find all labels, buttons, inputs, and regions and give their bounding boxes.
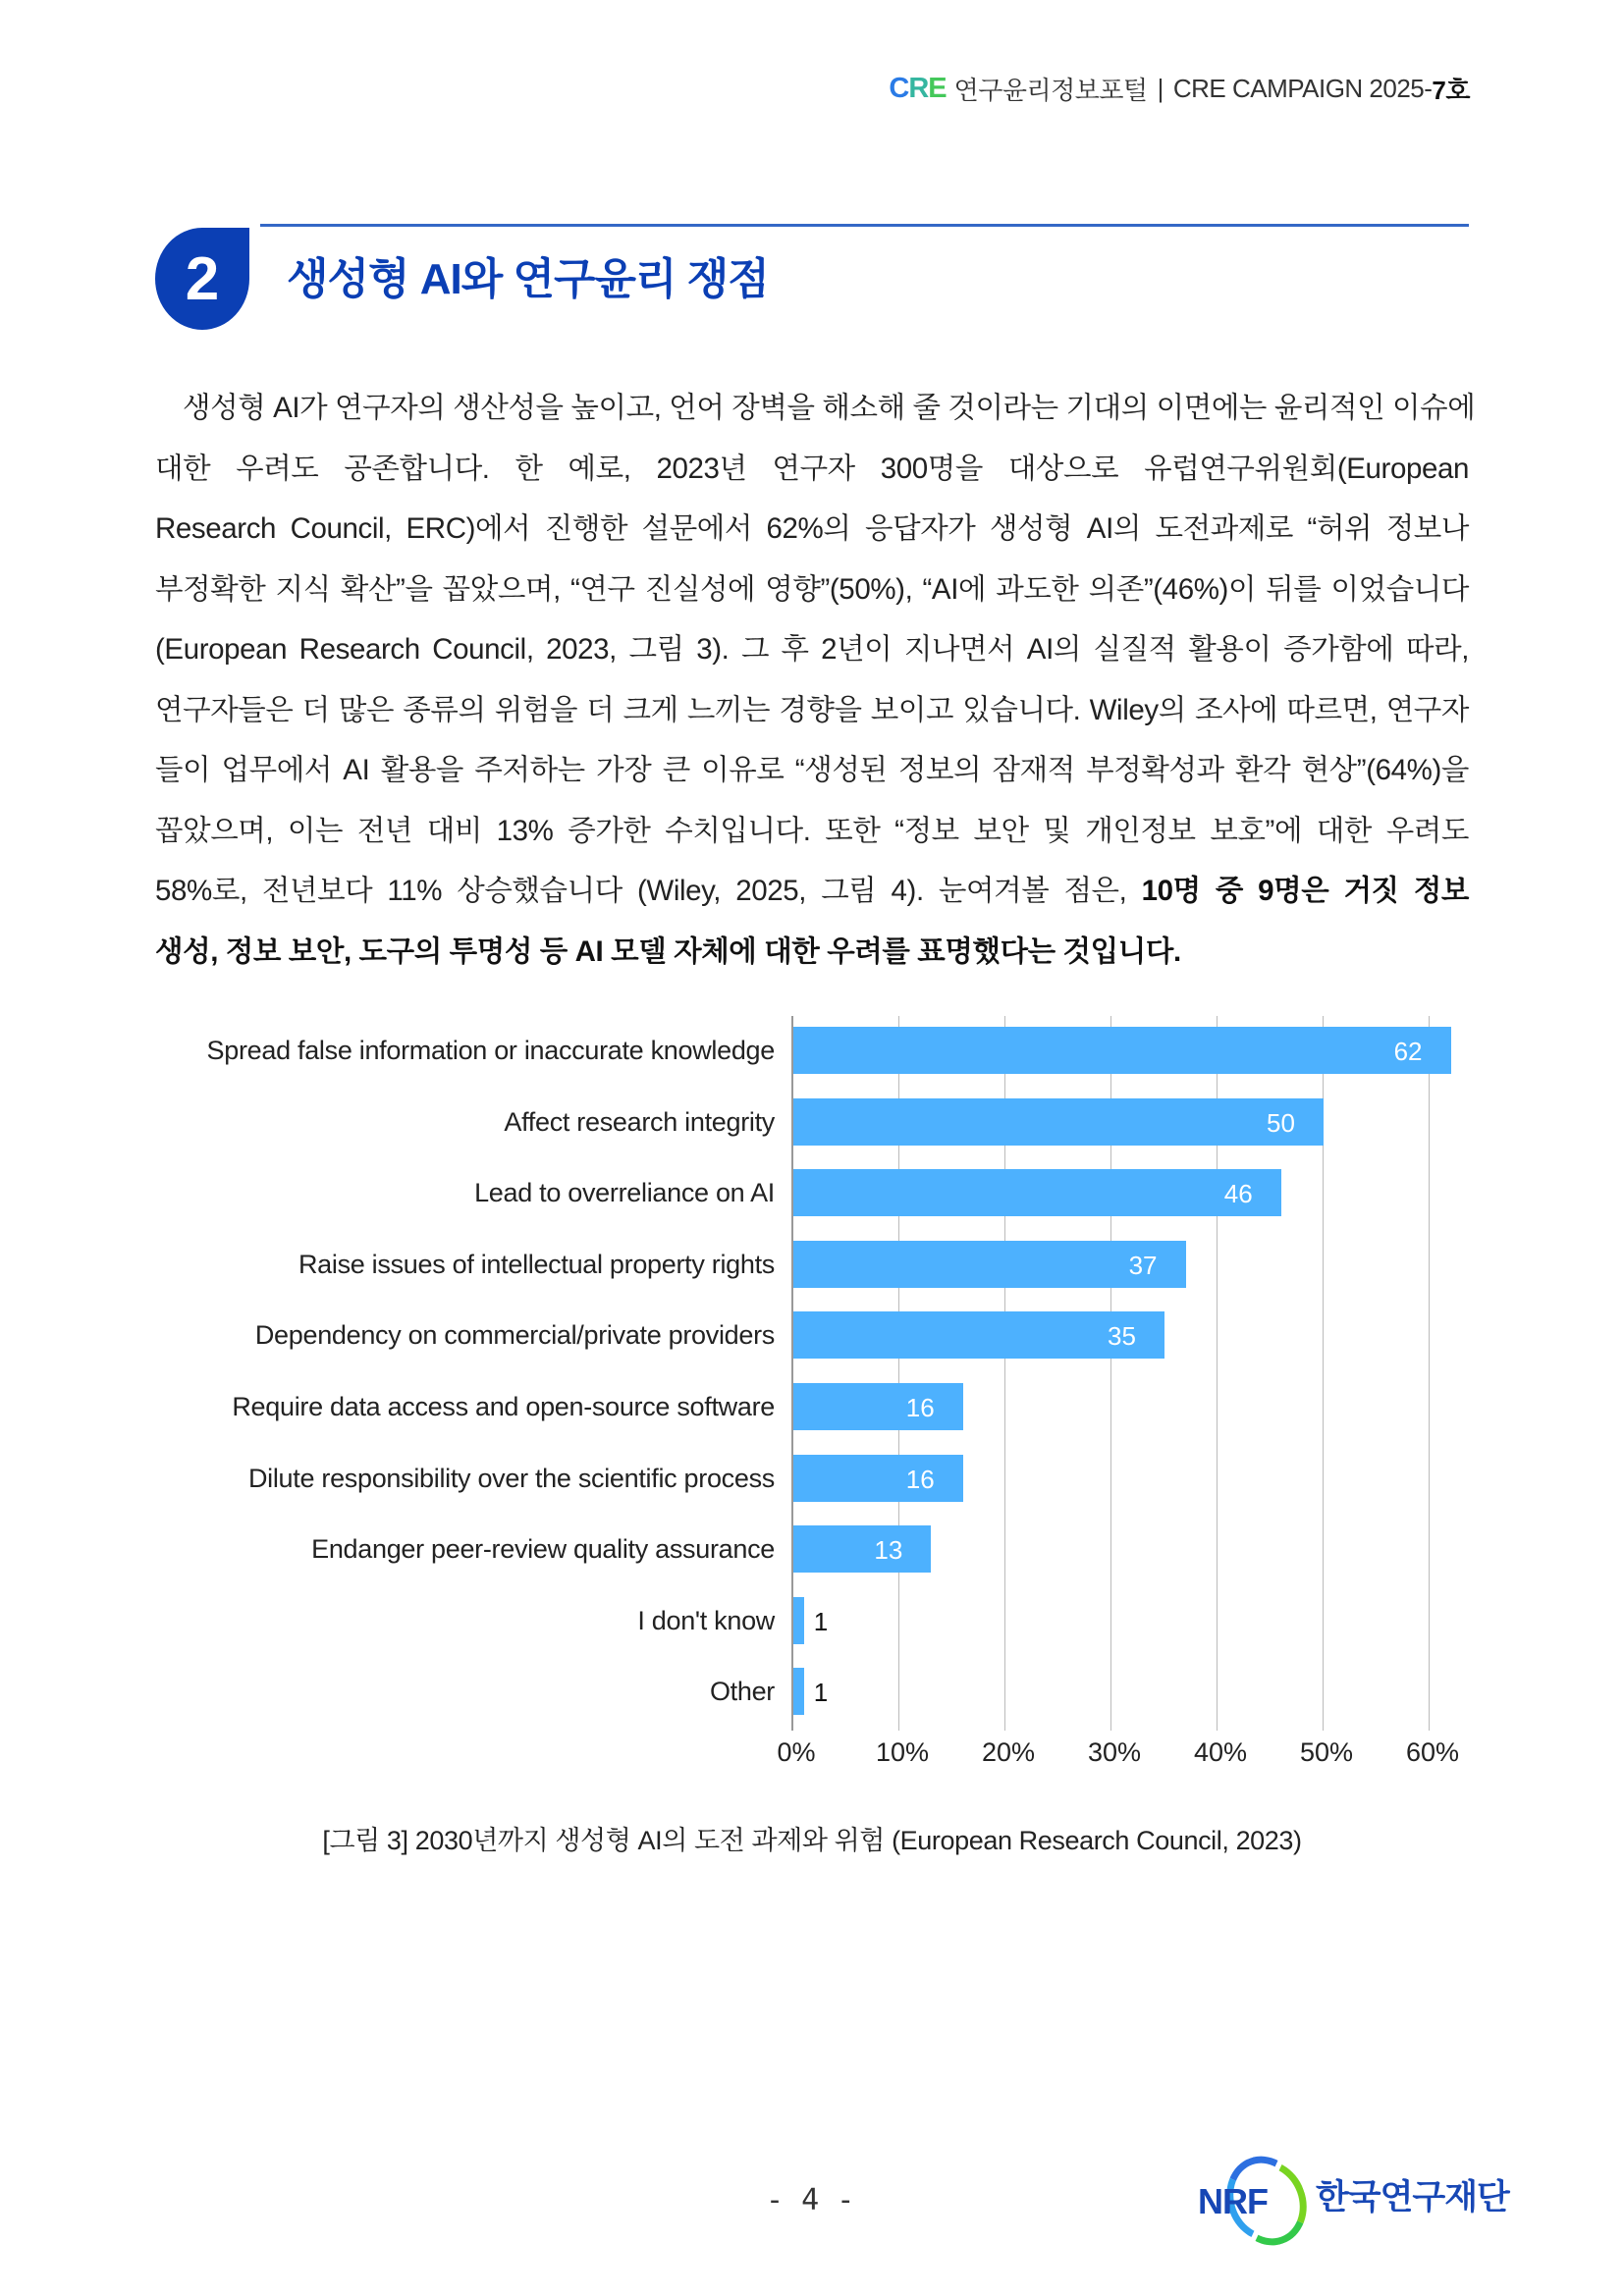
category-label: Raise issues of intellectual property rights [298, 1249, 775, 1279]
body-text-normal: 58%로, 전년보다 11% 상승했습니다 (Wiley, 2025, 그림 4). 눈여겨볼 점은, [155, 875, 1142, 907]
x-tick-label: 50% [1299, 1737, 1354, 1767]
section-title-rule [260, 224, 1469, 227]
body-line: 생성형 AI가 연구자의 생산성을 높이고, 언어 장벽을 해소해 줄 것이라는 기대의 이면에는 윤리적인 이슈에 [183, 392, 1476, 424]
bar-value-label: 37 [1128, 1250, 1158, 1280]
bar [793, 1668, 804, 1715]
body-line [155, 861, 1469, 922]
body-paragraph [155, 378, 1476, 982]
portal-name: 연구윤리정보포털 [953, 76, 1148, 105]
category-label: Dilute responsibility over the scientific process [247, 1463, 775, 1493]
bar [793, 1241, 1186, 1288]
body-text-emphasis: 생성, 정보 보안, 도구의 투명성 등 AI 모델 자체에 대한 우려를 표명했다는 것입니다. [155, 934, 1181, 968]
bar [793, 1098, 1324, 1146]
body-line [155, 922, 1469, 983]
body-line: 부정확한 지식 확산”을 꼽았으며, “연구 진실성에 영향”(50%), “AI에 과도한 의존”(46%)이 뒤를 이었습니다 [155, 572, 1469, 606]
body-line: 대한 우려도 공존합니다. 한 예로, 2023년 연구자 300명을 대상으로 유럽연구위원회(European [155, 452, 1469, 485]
bar-value-label: 50 [1267, 1107, 1295, 1138]
bar [793, 1169, 1281, 1216]
bar [793, 1525, 931, 1573]
section-number-badge: 2 [155, 228, 249, 330]
x-tick-label: 30% [1087, 1737, 1142, 1767]
bar-value-label: 62 [1393, 1037, 1423, 1066]
bar-value-label: 1 [813, 1606, 829, 1636]
bar-value-label: 1 [813, 1678, 829, 1708]
issue-number: 7호 [1432, 76, 1470, 105]
bar [793, 1455, 963, 1502]
category-label: Endanger peer-review quality assurance [311, 1534, 775, 1565]
section-title: 생성형 AI와 연구윤리 쟁점 [287, 255, 769, 303]
bar-value-label: 13 [874, 1535, 903, 1566]
category-label: I don't know [637, 1605, 775, 1635]
x-tick-label: 20% [981, 1737, 1036, 1767]
category-label: Dependency on commercial/private providers [254, 1320, 775, 1351]
body-line: Research Council, ERC)에서 진행한 설문에서 62%의 응답자가 생성형 AI의 도전과제로 “허위 정보나 [155, 512, 1469, 545]
running-header [889, 71, 1470, 107]
body-line: 연구자들은 더 많은 종류의 위험을 더 크게 느끼는 경향을 보이고 있습니다. Wiley의 조사에 따르면, 연구자 [155, 693, 1469, 726]
bar [793, 1597, 804, 1644]
x-tick-label: 10% [875, 1737, 930, 1767]
body-line: (European Research Council, 2023, 그림 3). 그 후 2년이 지나면서 AI의 실질적 활용이 증가함에 따라, [155, 633, 1469, 666]
category-label: Lead to overreliance on AI [474, 1178, 775, 1208]
bar-value-label: 35 [1108, 1321, 1136, 1352]
bar [793, 1027, 1451, 1074]
header-separator: | [1157, 74, 1164, 103]
bar-value-label: 16 [905, 1393, 935, 1422]
bar [793, 1383, 963, 1430]
bar-value-label: 16 [905, 1464, 935, 1494]
gridline [1429, 1016, 1430, 1731]
nrf-emblem-icon [1196, 2156, 1304, 2234]
page-number: - 4 - [766, 2183, 855, 2217]
nrf-name: 한국연구재단 [1316, 2178, 1509, 2216]
campaign-label: CRE CAMPAIGN 2025- [1172, 74, 1433, 103]
category-label: Affect research integrity [504, 1106, 775, 1137]
nrf-logo [1196, 2156, 1509, 2234]
x-tick-label: 60% [1405, 1737, 1460, 1767]
body-line: 들이 업무에서 AI 활용을 주저하는 가장 큰 이유로 “생성된 정보의 잠재적 부정확성과 환각 현상”(64%)을 [155, 754, 1469, 786]
category-label: Require data access and open-source software [232, 1392, 775, 1421]
bar-value-label: 46 [1223, 1179, 1253, 1209]
category-label: Spread false information or inaccurate knowledge [206, 1036, 775, 1065]
x-tick-label: 0% [777, 1737, 816, 1767]
figure-caption: [그림 3] 2030년까지 생성형 AI의 도전 과제와 위험 (European Research Council, 2023) [322, 1826, 1302, 1855]
cre-logo: CRE [889, 73, 947, 104]
body-text-emphasis: 10명 중 9명은 거짓 정보 [1141, 875, 1469, 907]
body-line: 꼽았으며, 이는 전년 대비 13% 증가한 수치입니다. 또한 “정보 보안 및 개인정보 보호”에 대한 우려도 [155, 814, 1469, 847]
x-tick-label: 40% [1193, 1737, 1248, 1767]
nrf-abbr: NRF [1198, 2181, 1268, 2221]
category-label: Other [709, 1677, 775, 1707]
